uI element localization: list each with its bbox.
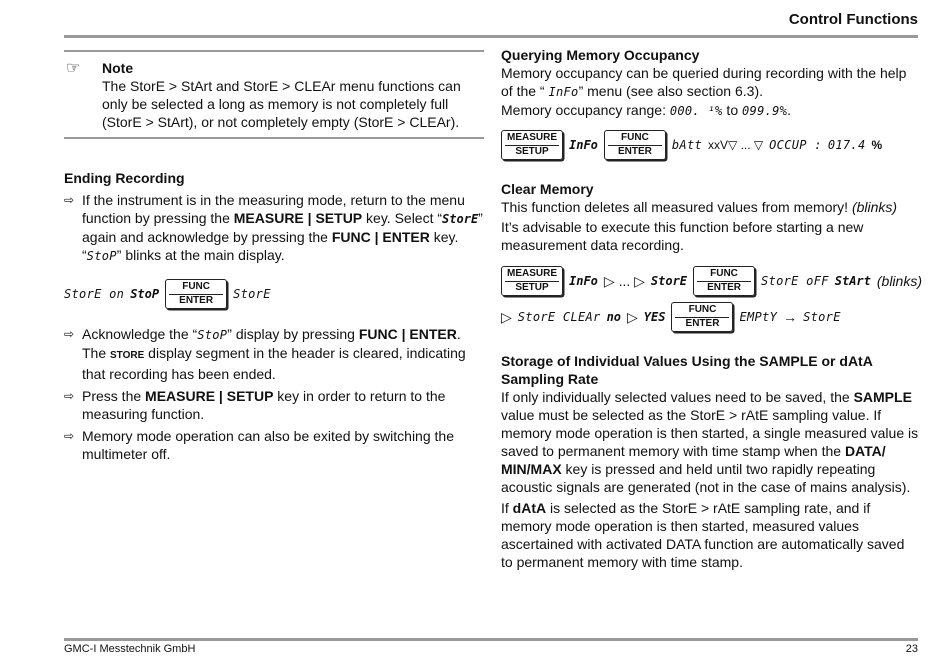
querying-memory-heading: Querying Memory Occupancy	[501, 47, 700, 63]
func-enter-key: FUNC ENTER	[604, 130, 666, 160]
lcd-start: StArt	[834, 274, 871, 288]
header-rule	[64, 35, 918, 38]
lcd-empty: EMPtY	[739, 310, 778, 324]
clear-display-sequence-1	[501, 266, 922, 296]
right-column	[501, 46, 922, 571]
measure-setup-key: MEASURE SETUP	[501, 130, 563, 160]
pointing-hand-icon: ☞	[66, 60, 81, 77]
batt-range-text: xxV▽ ... ▽	[708, 138, 764, 152]
query-paragraph-2: Memory occupancy range: 000. ¹% to 099.9%.	[501, 102, 792, 118]
footer-rule	[64, 638, 918, 641]
lcd-store: StorE	[803, 310, 841, 324]
lcd-occup: OCCUP :	[769, 138, 822, 152]
note-box	[64, 50, 484, 139]
arrow-bullet-icon: ⇨	[64, 327, 75, 341]
ending-recording-heading: Ending Recording	[64, 170, 185, 186]
arrow-bullet-icon: ⇨	[64, 429, 75, 443]
nav-arrow-icon: ▷	[501, 309, 512, 325]
lcd-occup-value: 017.4	[827, 138, 866, 152]
func-enter-key: FUNC ENTER	[165, 279, 227, 309]
clear-memory-heading: Clear Memory	[501, 181, 594, 197]
lcd-stop: StoP	[130, 287, 160, 301]
note-title: Note	[102, 60, 134, 76]
func-enter-key: FUNC ENTER	[693, 266, 755, 296]
lcd-batt: bAtt	[671, 138, 703, 152]
nav-arrows-text: ▷ ... ▷	[603, 273, 645, 289]
func-enter-key: FUNC ENTER	[671, 302, 733, 332]
footer-company: GMC-I Messtechnik GmbH	[64, 643, 196, 655]
lcd-store-off: StorE oFF	[761, 274, 829, 288]
ending-step-4: ⇨ Memory mode operation can also be exited by switching the multimeter off.	[64, 428, 454, 462]
lcd-store-on: StorE on	[64, 287, 125, 301]
percent-sign: %	[871, 138, 883, 152]
ending-step-3: ⇨ Press the MEASURE | SETUP key in order to return to the measuring function.	[64, 388, 446, 422]
stop-display-sequence	[64, 279, 484, 309]
lcd-info: InFo	[569, 274, 598, 288]
lcd-store-clear: StorE CLEAr	[517, 310, 601, 324]
query-paragraph-1: Memory occupancy can be queried during recording with the help of the “ InFo” menu (see also section 6.3).	[501, 65, 907, 99]
left-column	[64, 50, 484, 463]
clear-display-sequence-2	[501, 302, 919, 332]
header-title: Control Functions	[788, 11, 918, 28]
lcd-no: no	[606, 310, 622, 324]
note-text: The StorE > StArt and StorE > CLEAr menu functions can only be selected a long as memory is not completely full (StorE > StArt), or not completely empty (StorE > CLEAr).	[102, 78, 461, 130]
lcd-store: StorE	[233, 287, 271, 301]
clear-paragraph-2: It’s advisable to execute this function before starting a new measurement data recording.	[501, 219, 864, 253]
lcd-yes: YES	[643, 310, 666, 324]
measure-setup-key: MEASURE SETUP	[501, 266, 563, 296]
nav-arrow-icon: ▷	[627, 309, 638, 325]
storage-individual-heading: Storage of Individual Values Using the SAMPLE or dAtA Sampling Rate	[501, 353, 873, 387]
arrow-bullet-icon: ⇨	[64, 193, 75, 207]
right-arrow-icon: →	[783, 309, 798, 325]
info-display-sequence	[501, 130, 919, 160]
clear-paragraph-1: This function deletes all measured values from memory! (blinks)	[501, 199, 898, 215]
page-number: 23	[905, 643, 918, 655]
arrow-bullet-icon: ⇨	[64, 389, 75, 403]
storage-paragraph-1: If only individually selected values need to be saved, the SAMPLE value must be selected as the StorE > rAtE sampling value. If memory mode operation is then started, a single measured value is saved to permanent memory with time stamp when the DATA/ MIN/MAX key is pressed and held until two rapidly repeating acoustic signals are generated (not in the case of mains analysis).	[501, 389, 919, 495]
blinks-note: (blinks)	[876, 273, 922, 289]
lcd-store: StorE	[650, 274, 688, 288]
storage-paragraph-2: If dAtA is selected as the StorE > rAtE sampling rate, and if memory mode operation is then started, measured values ascertained with activated DATA function are automatically saved to permanent memory with time stamp.	[501, 500, 905, 570]
lcd-info: InFo	[569, 138, 598, 152]
ending-step-2: ⇨ Acknowledge the “StoP” display by pressing FUNC | ENTER. The STORE display segment in the header is cleared, indicating that recording has been ended.	[64, 326, 466, 382]
ending-step-1: ⇨ If the instrument is in the measuring mode, return to the menu function by pressing the MEASURE | SETUP key. Select “StorE” again and acknowledge by pressing the FUNC | ENTER key. “StoP” blinks at the main display.	[64, 192, 483, 263]
